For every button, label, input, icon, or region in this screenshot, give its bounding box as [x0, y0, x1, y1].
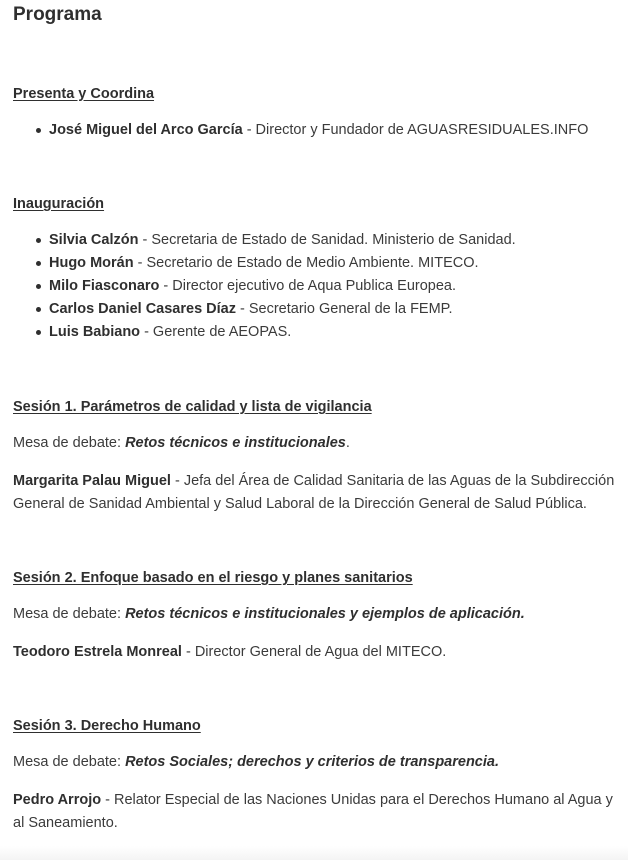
list-item	[49, 275, 615, 298]
person-role: - Secretaria de Estado de Sanidad. Ministerio de Sanidad.	[138, 232, 516, 248]
heading-presenta-coordina: Presenta y Coordina	[13, 86, 155, 102]
speaker-name: Teodoro Estrela Monreal	[13, 644, 182, 660]
list-item	[49, 119, 615, 142]
person-role: - Director y Fundador de AGUASRESIDUALES.INFO	[242, 122, 589, 138]
heading-sesion-2: Sesión 2. Enfoque basado en el riesgo y planes sanitarios	[13, 570, 413, 586]
speaker-role: - Director General de Agua del MITECO.	[181, 644, 447, 660]
speaker-1	[13, 470, 615, 516]
heading-sesion-1: Sesión 1. Parámetros de calidad y lista de vigilancia	[13, 399, 372, 415]
mesa-label: Mesa de debate:	[13, 435, 126, 451]
person-name: Carlos Daniel Casares Díaz	[49, 301, 236, 317]
presenta-list	[13, 119, 615, 142]
speaker-3	[13, 789, 615, 835]
mesa-label: Mesa de debate:	[13, 754, 126, 770]
person-name: Silvia Calzón	[49, 232, 139, 248]
mesa-topic: Retos Sociales; derechos y criterios de transparencia.	[125, 754, 499, 770]
bottom-fade	[0, 846, 628, 860]
mesa-debate-3	[13, 751, 615, 774]
person-role: - Secretario General de la FEMP.	[235, 301, 453, 317]
person-name: Hugo Morán	[49, 255, 134, 271]
mesa-debate-2	[13, 603, 615, 626]
inauguracion-list	[13, 229, 615, 344]
mesa-debate-1	[13, 432, 615, 455]
person-name: Milo Fiasconaro	[49, 278, 160, 294]
person-role: - Director ejecutivo de Aqua Publica Europea.	[159, 278, 457, 294]
mesa-suffix: .	[345, 435, 350, 451]
list-item	[49, 321, 615, 344]
person-name: José Miguel del Arco García	[49, 122, 243, 138]
speaker-name: Pedro Arrojo	[13, 792, 102, 808]
page-title: Programa	[13, 4, 102, 25]
person-role: - Gerente de AEOPAS.	[140, 324, 292, 340]
person-role: - Secretario de Estado de Medio Ambiente. MITECO.	[133, 255, 479, 271]
heading-sesion-3: Sesión 3. Derecho Humano	[13, 718, 201, 734]
list-item	[49, 229, 615, 252]
speaker-name: Margarita Palau Miguel	[13, 473, 171, 489]
speaker-role: - Relator Especial de las Naciones Unidas para el Derechos Humano al Agua y al Saneamiento.	[13, 792, 613, 831]
heading-inauguracion: Inauguración	[13, 196, 105, 212]
list-item	[49, 252, 615, 275]
list-item	[49, 298, 615, 321]
mesa-label: Mesa de debate:	[13, 606, 126, 622]
speaker-2	[13, 641, 615, 664]
person-name: Luis Babiano	[49, 324, 141, 340]
mesa-topic: Retos técnicos e institucionales	[125, 435, 346, 451]
mesa-topic: Retos técnicos e institucionales y ejemplos de aplicación.	[125, 606, 525, 622]
speaker-role: - Jefa del Área de Calidad Sanitaria de las Aguas de la Subdirección General de Sanidad Ambiental y Salud Laboral de la Dirección General de Salud Pública.	[13, 473, 615, 512]
